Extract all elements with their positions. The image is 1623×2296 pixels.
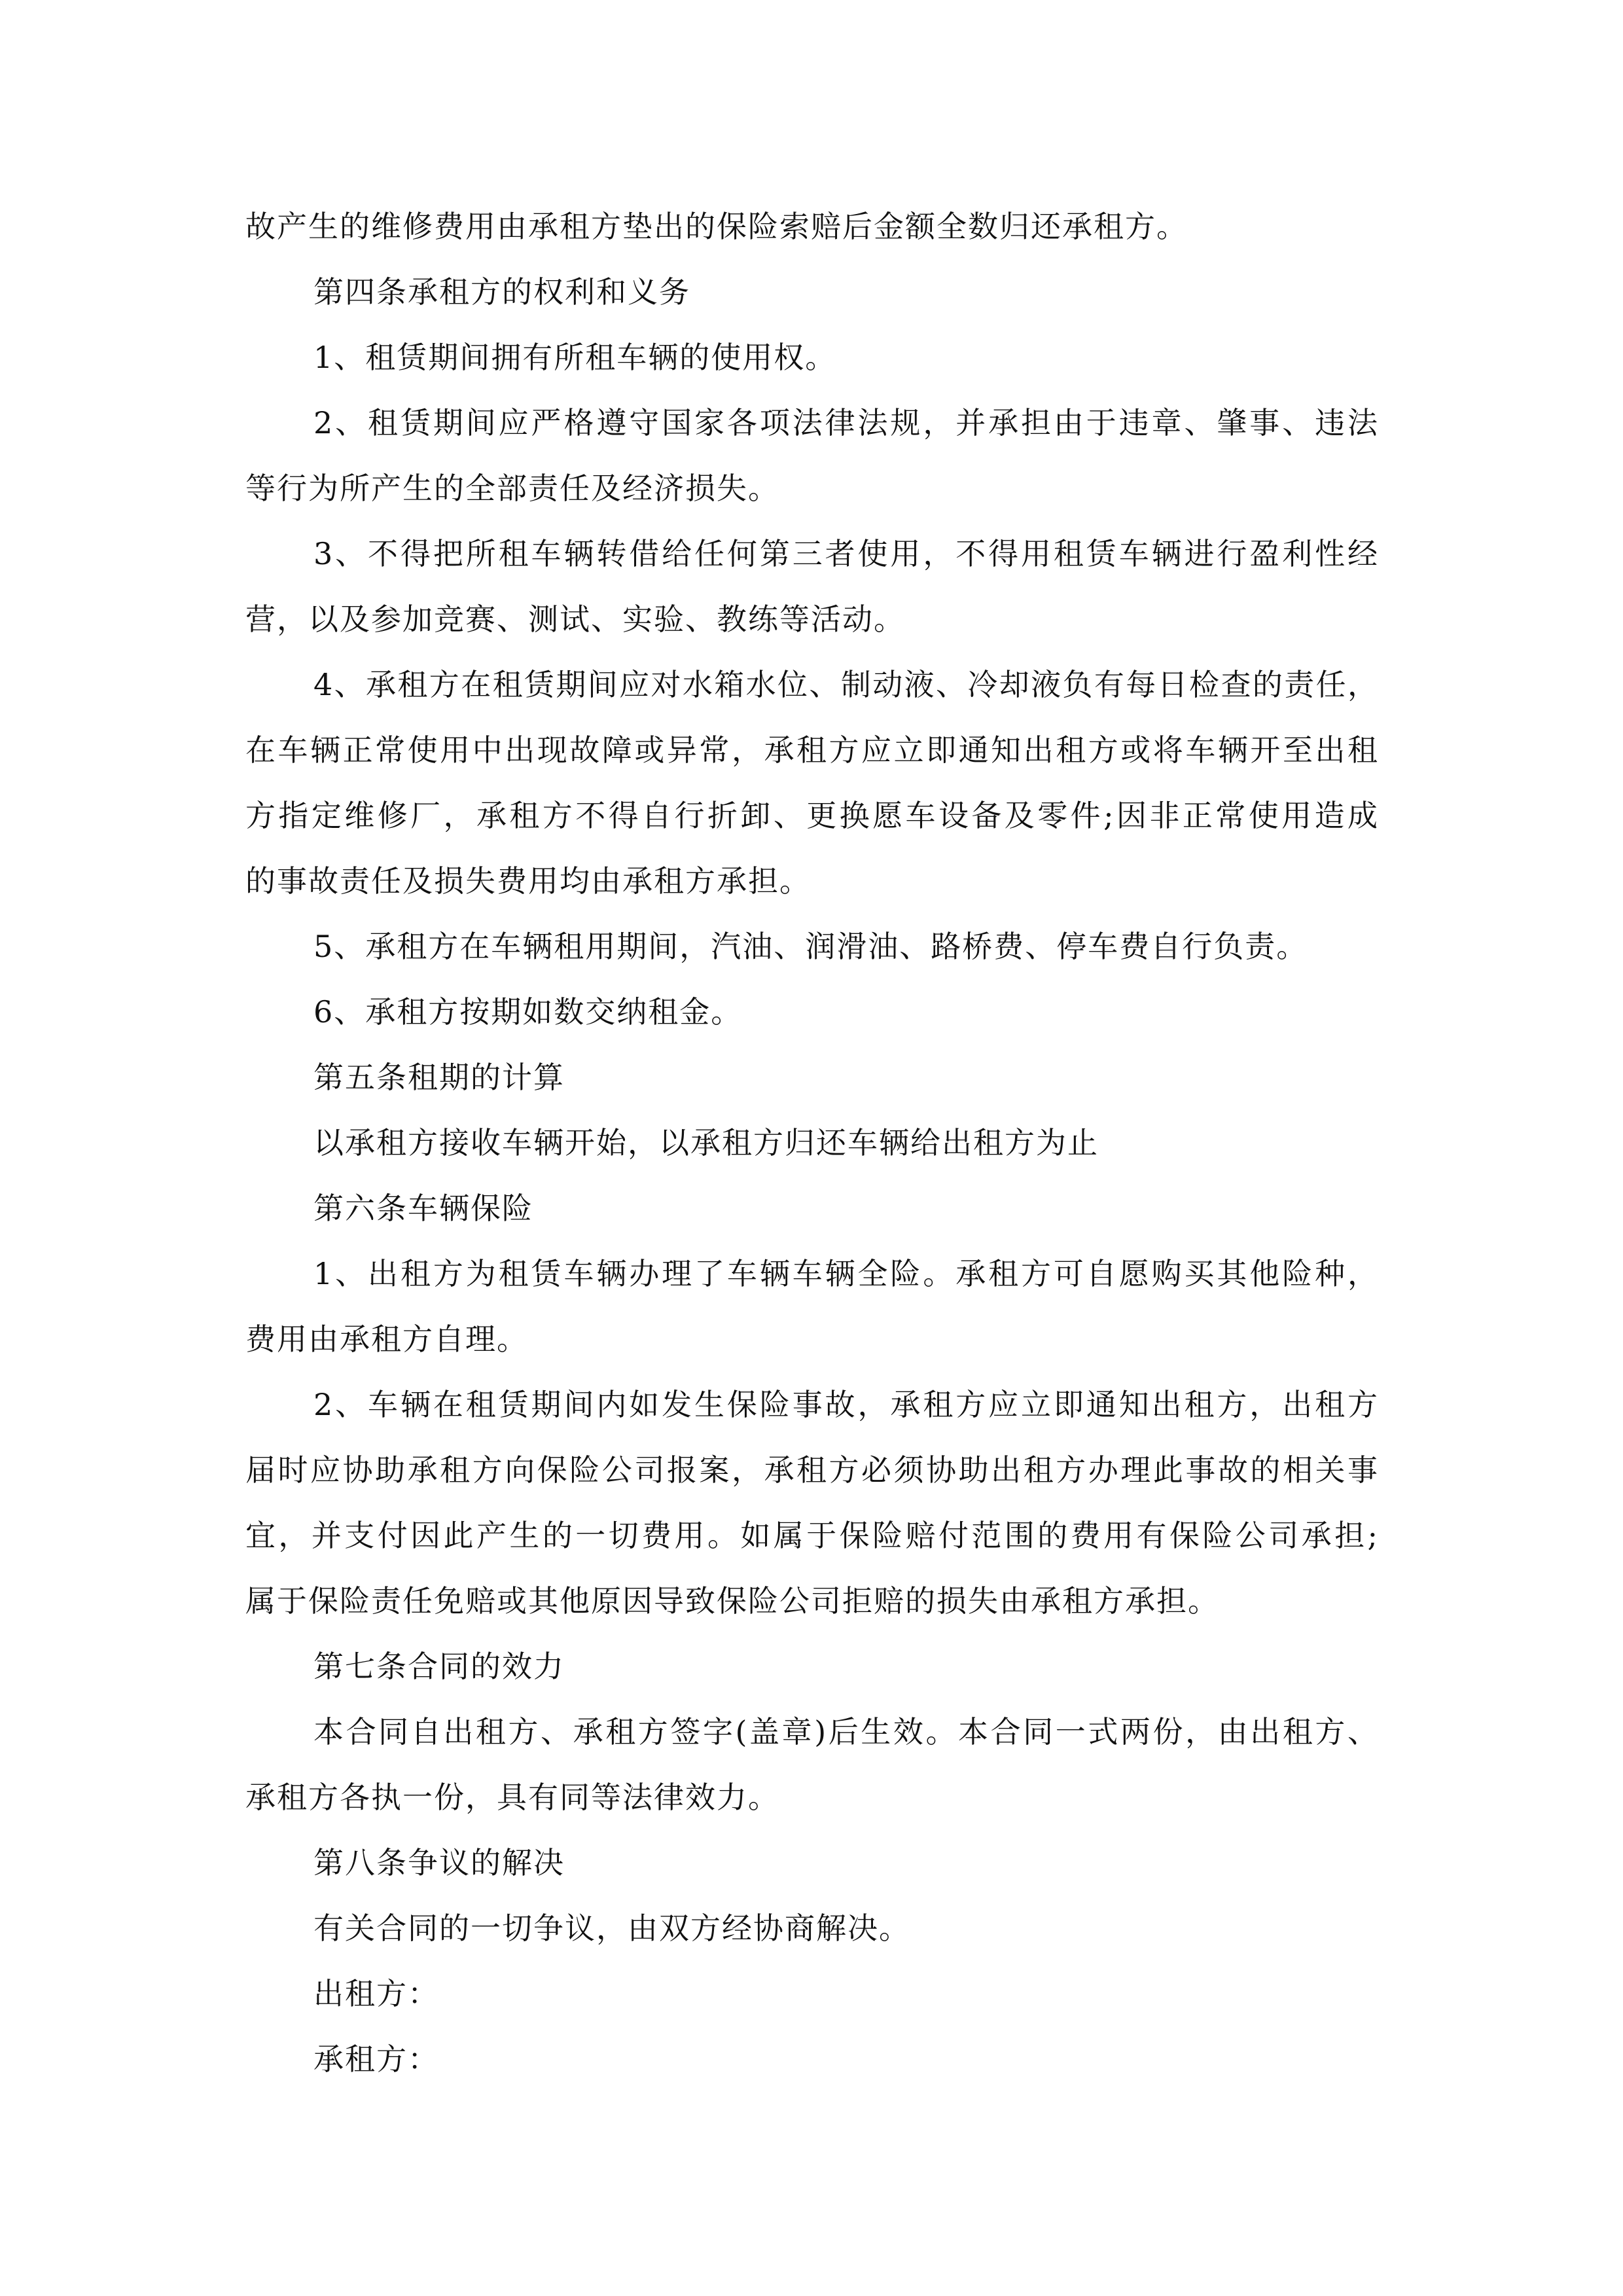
text-line: 承租方各执一份，具有同等法律效力。 bbox=[245, 1780, 779, 1815]
text-line: 属于保险责任免赔或其他原因导致保险公司拒赔的损失由承租方承担。 bbox=[245, 1583, 1219, 1619]
text-line: 2、租赁期间应严格遵守国家各项法律法规，并承担由于违章、肇事、违法 bbox=[313, 405, 1379, 440]
text-line: 在车辆正常使用中出现故障或异常，承租方应立即通知出租方或将车辆开至出租 bbox=[245, 732, 1379, 768]
text-line: 届时应协助承租方向保险公司报案，承租方必须协助出租方办理此事故的相关事 bbox=[245, 1452, 1379, 1488]
text-line: 方指定维修厂，承租方不得自行折卸、更换愿车设备及零件;因非正常使用造成 bbox=[245, 798, 1379, 833]
text-line: 5、承租方在车辆租用期间，汽油、润滑油、路桥费、停车费自行负责。 bbox=[313, 929, 1308, 964]
text-line: 本合同自出租方、承租方签字(盖章)后生效。本合同一式两份，由出租方、 bbox=[313, 1714, 1379, 1749]
text-line: 4、承租方在租赁期间应对水箱水位、制动液、冷却液负有每日检查的责任， bbox=[313, 667, 1379, 702]
text-line: 1、出租方为租赁车辆办理了车辆车辆全险。承租方可自愿购买其他险种， bbox=[313, 1256, 1379, 1291]
text-line: 费用由承租方自理。 bbox=[245, 1321, 528, 1357]
text-line: 有关合同的一切争议，由双方经协商解决。 bbox=[313, 1910, 910, 1946]
text-line: 以承租方接收车辆开始，以承租方归还车辆给出租方为止 bbox=[313, 1125, 1099, 1160]
document-body bbox=[245, 194, 1379, 2092]
text-line: 1、租赁期间拥有所租车辆的使用权。 bbox=[313, 340, 837, 375]
section-heading-8: 第八条争议的解决 bbox=[313, 1845, 565, 1880]
text-line: 等行为所产生的全部责任及经济损失。 bbox=[245, 471, 779, 506]
text-line: 的事故责任及损失费用均由承租方承担。 bbox=[245, 863, 811, 899]
lessee-signature-line: 承租方： bbox=[313, 2041, 439, 2077]
text-line: 6、承租方按期如数交纳租金。 bbox=[313, 994, 743, 1030]
section-heading-6: 第六条车辆保险 bbox=[313, 1191, 533, 1226]
lessor-signature-line: 出租方： bbox=[313, 1976, 439, 2011]
section-heading-5: 第五条租期的计算 bbox=[313, 1060, 565, 1095]
text-line: 宜，并支付因此产生的一切费用。如属于保险赔付范围的费用有保险公司承担; bbox=[245, 1518, 1379, 1553]
section-heading-4: 第四条承租方的权利和义务 bbox=[313, 274, 690, 310]
text-line: 营，以及参加竞赛、测试、实验、教练等活动。 bbox=[245, 601, 905, 637]
text-line: 3、不得把所租车辆转借给任何第三者使用，不得用租赁车辆进行盈利性经 bbox=[313, 536, 1379, 571]
section-heading-7: 第七条合同的效力 bbox=[313, 1649, 565, 1684]
text-line: 故产生的维修费用由承租方垫出的保险索赔后金额全数归还承租方。 bbox=[245, 209, 1188, 244]
text-line: 2、车辆在租赁期间内如发生保险事故，承租方应立即通知出租方，出租方 bbox=[313, 1387, 1379, 1422]
